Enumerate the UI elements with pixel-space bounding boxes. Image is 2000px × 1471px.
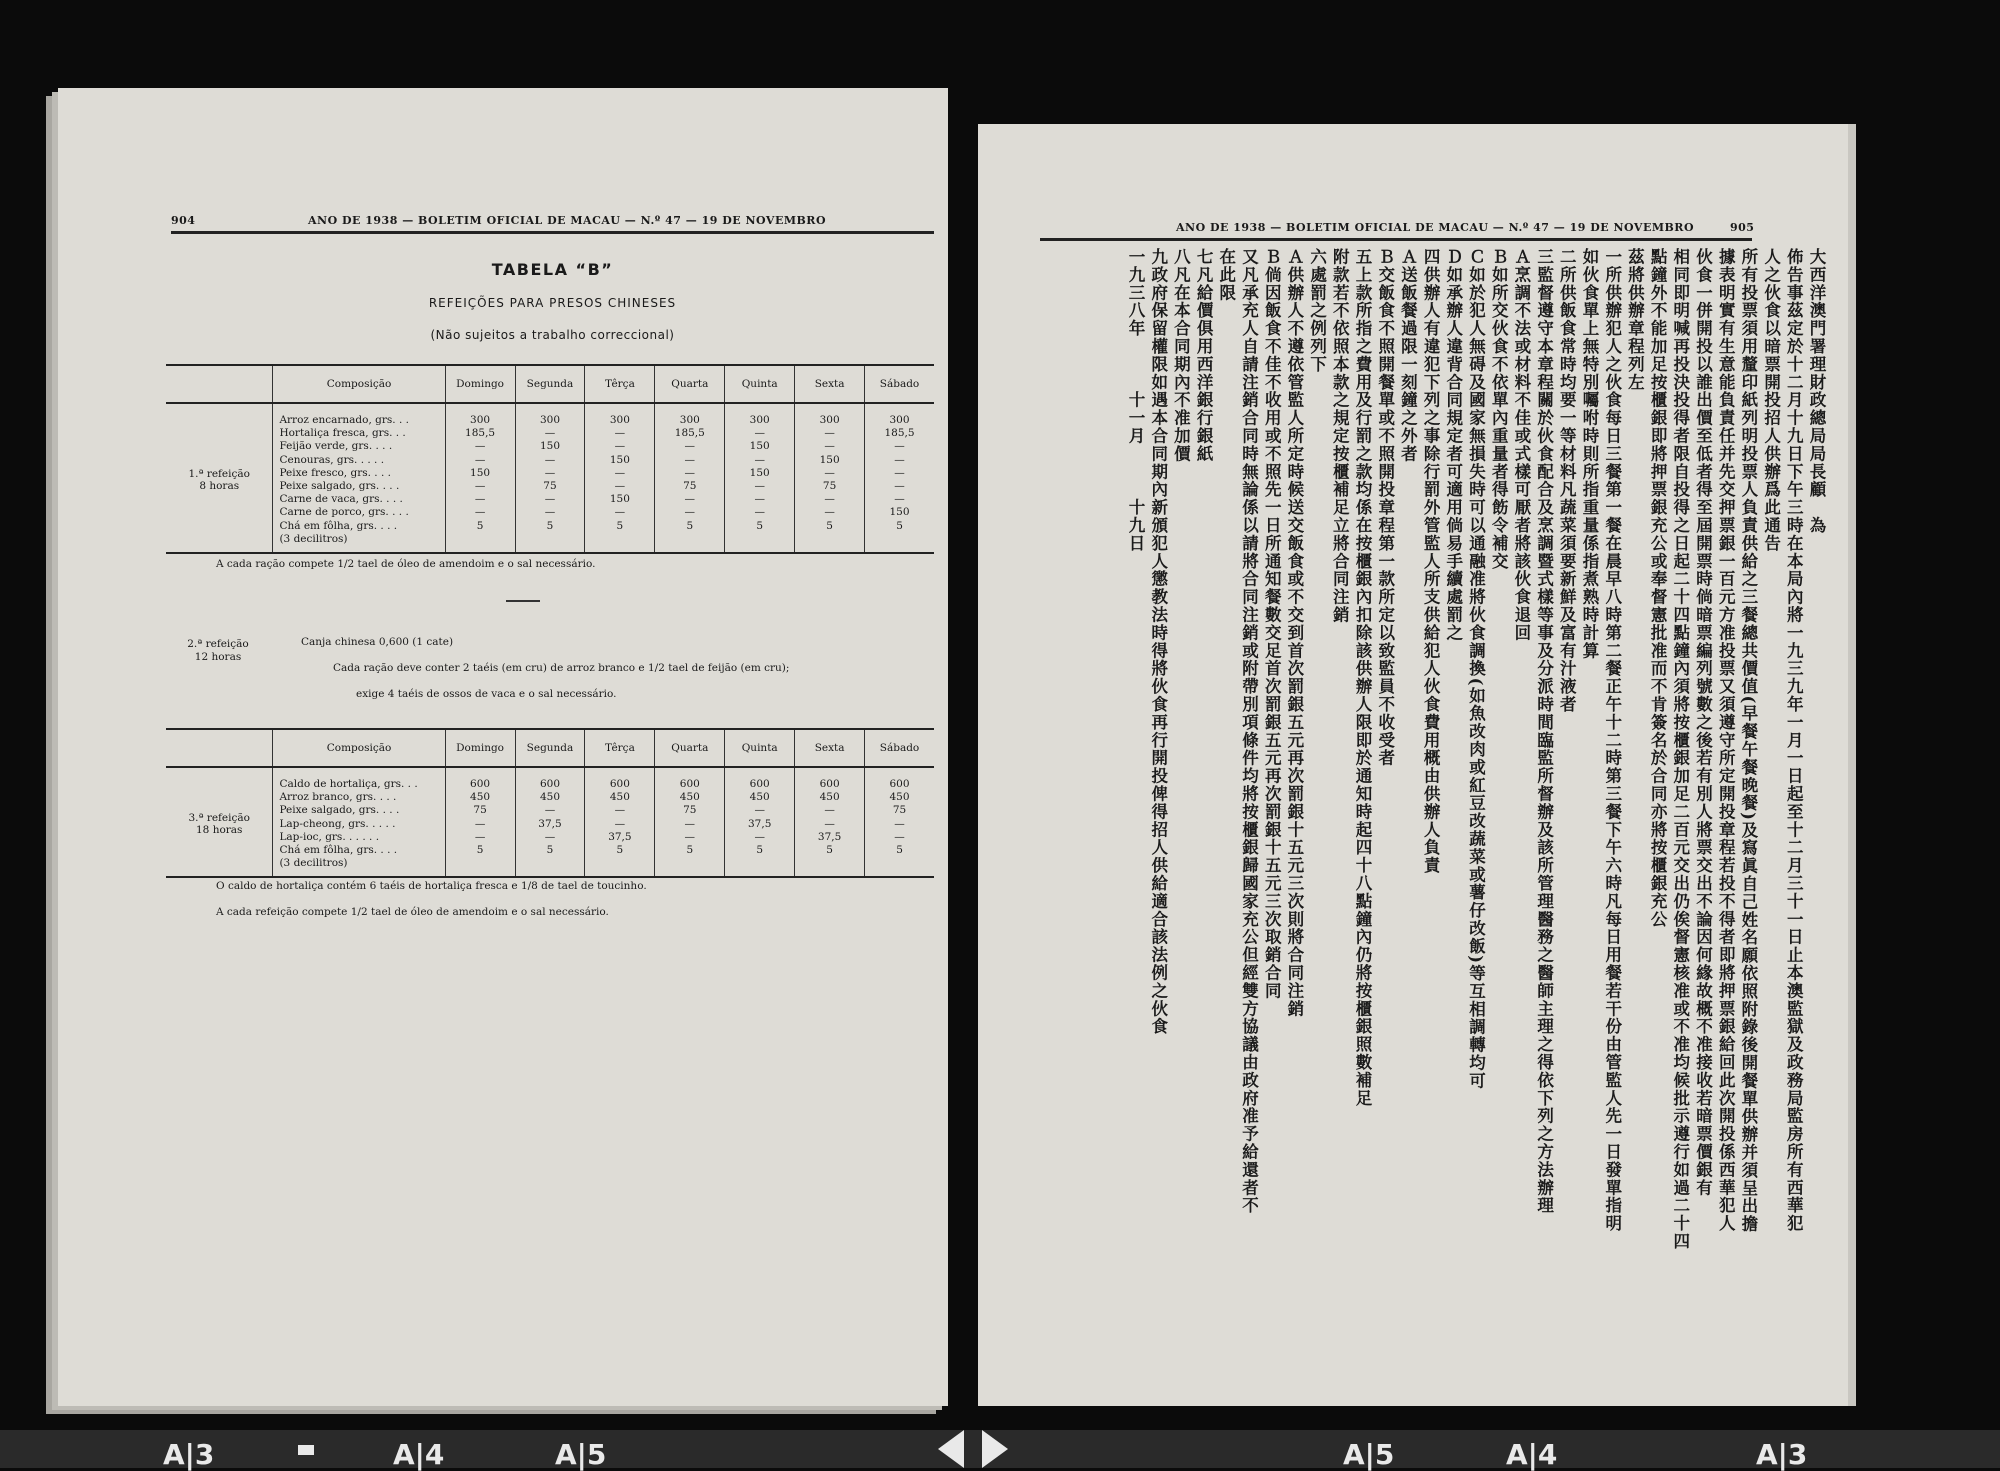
running-head-left: ANO DE 1938 — BOLETIM OFICIAL DE MACAU — N.º 47 — 19 DE NOVEMBRO — [308, 214, 827, 227]
notice-column: 一所供辦犯人之伙食每日三餐第一餐在晨早八時第二餐正午十二時第三餐下午六時凡每日用餐若干份由管監人先一日發單指明 — [1602, 248, 1622, 1233]
film-marker: A|5 — [555, 1438, 607, 1471]
meal1-items — [273, 403, 445, 553]
meal1-quinta — [725, 403, 795, 553]
header-empty — [166, 729, 273, 767]
meal1-quarta-values: 300 185,5 — — — 75 — — 5 — [674, 414, 705, 532]
left-page — [58, 88, 948, 1406]
notice-column: 又凡承充人自請注銷合同時無論係以請將合同注銷或附帶別項條件均將按櫃銀歸國家充公但經雙方協議由政府准予給還者不 — [1239, 248, 1259, 1215]
notice-column: 七凡給價俱用西洋銀行銀紙 — [1194, 248, 1214, 463]
meal2-line2: Cada ração deve conter 2 taéis (em cru) de arroz branco e 1/2 tael de feijão (em cru); — [333, 662, 790, 674]
notice-column: Ａ供辦人不遵依管監人所定時候送交飯食或不交到首次罰銀五元再次罰銀十五元三次則將合同注銷 — [1284, 248, 1304, 1018]
header-terca: Têrça — [585, 365, 655, 403]
header-sabado: Sábado — [865, 365, 934, 403]
meal1-terca-values: 300 — — 150 — — 150 — 5 — [609, 414, 630, 532]
page-number-right: 905 — [1730, 221, 1755, 234]
header-quinta: Quinta — [725, 365, 795, 403]
notice-column: Ａ送飯餐過限一刻鐘之外者 — [1398, 248, 1418, 463]
notice-column: Ｂ如所交伙食不依單內重量者得飭令補交 — [1489, 248, 1509, 571]
meal3-segunda-values: 600 450 — 37,5 — 5 — [538, 778, 562, 857]
meal1-quarta — [655, 403, 725, 553]
meal3-segunda — [515, 767, 585, 877]
meal2-line3: exige 4 taéis de ossos de vaca e o sal necessário. — [356, 688, 617, 700]
film-marker: A|3 — [163, 1438, 215, 1471]
header-terca: Têrça — [585, 729, 655, 767]
meal1-hours: 8 horas — [199, 480, 240, 493]
meal3-quinta — [725, 767, 795, 877]
notice-column: 如伙食單上無特別囑咐時則所指重量係指煮熟時計算 — [1580, 248, 1599, 660]
meal3-note-2: A cada refeição compete 1/2 tael de óleo de amendoim e o sal necessário. — [216, 906, 609, 918]
notice-column: 佈告事茲定於十二月十九日下午三時在本局內將一九三九年一月一日起至十二月三十一日止本澳監獄及政務局監房所有西華犯 — [1784, 248, 1804, 1233]
notice-column: 伙食一併開投以誰出價至低者得至屆開票時倘暗票編列號數之後若有別人將票交出不論因何緣故概不准接收若暗票價銀有 — [1693, 248, 1713, 1197]
header-quinta: Quinta — [725, 729, 795, 767]
meal1-label: 1.ª refeição — [188, 468, 250, 481]
header-quarta: Quarta — [655, 365, 725, 403]
table-subnote: (Não sujeitos a trabalho correccional) — [430, 328, 675, 342]
meal3-items-text: Caldo de hortaliça, grs. . . Arroz branco, grs. . . . Peixe salgado, grs. . . . Lap-cheong, grs. . . . . Lap-ioc, grs. . . . . . Chá em fôlha, grs. . . . (3 decilitros) — [279, 778, 418, 870]
notice-column: 大西洋澳門署理財政總局局長顧 為 — [1807, 248, 1826, 535]
header-sexta: Sexta — [795, 729, 865, 767]
meal1-domingo-values: 300 185,5 — — 150 — — — 5 — [465, 414, 496, 532]
meal1-segunda-values: 300 — 150 — — 75 — — 5 — [539, 414, 560, 532]
right-page — [978, 124, 1848, 1406]
meal2-hours: 12 horas — [194, 651, 242, 663]
meal1-sabado — [865, 403, 934, 553]
notice-column: 五上款所指之費用及行罰之款均係在按櫃銀內扣除該供辦人限即於通知時起四十八點鐘內仍將按櫃銀照數補足 — [1353, 248, 1372, 1108]
meal3-terca — [585, 767, 655, 877]
header-domingo: Domingo — [445, 729, 515, 767]
header-empty — [166, 365, 273, 403]
meal1-sabado-values: 300 185,5 — — — — — 150 5 — [884, 414, 915, 532]
meal3-quarta-values: 600 450 75 — — 5 — [679, 778, 700, 857]
meal3-note-1: O caldo de hortaliça contém 6 taéis de hortaliça fresca e 1/8 de tael de toucinho. — [216, 880, 647, 892]
header-segunda: Segunda — [515, 365, 585, 403]
notice-column: 人之伙食以暗票開投招人供辦爲此通告 — [1761, 248, 1781, 553]
meal1-quinta-values: 300 — 150 — 150 — — — 5 — [749, 414, 770, 532]
film-marker: A|5 — [1343, 1438, 1395, 1471]
meal3-quinta-values: 600 450 — 37,5 — 5 — [748, 778, 772, 857]
header-segunda: Segunda — [515, 729, 585, 767]
header-composicao: Composição — [273, 729, 445, 767]
film-marker: A|4 — [1506, 1438, 1558, 1471]
notice-column: 所有投票須用釐印紙列明投票人負責供給之三餐總共價值(早餐午餐晚餐)及寫眞自己姓名願依照附錄後開餐單供辦并須呈出擔 — [1738, 248, 1758, 1234]
header-sexta: Sexta — [795, 365, 865, 403]
notice-column: Ａ烹調不法或材料不佳或式樣可厭者將該伙食退回 — [1511, 248, 1531, 642]
notice-column: 附款若不依照本款之規定按櫃補足立將合同注銷 — [1330, 248, 1350, 624]
running-head-right: ANO DE 1938 — BOLETIM OFICIAL DE MACAU — N.º 47 — 19 DE NOVEMBRO — [1176, 221, 1695, 234]
meal-table-1 — [166, 364, 934, 554]
meal3-domingo — [445, 767, 515, 877]
meal3-sabado — [865, 767, 934, 877]
header-domingo: Domingo — [445, 365, 515, 403]
header-composicao: Composição — [273, 365, 445, 403]
notice-column: Ｂ交飯食不照開餐單或不照開投章程第一款所定以致監員不收受者 — [1375, 248, 1395, 768]
notice-column: Ｂ倘因飯食不佳不收用或不照先一日所通知餐數交足首次罰銀五元再次罰銀十五元三次取銷合同 — [1262, 248, 1282, 1000]
meal1-label-cell — [166, 403, 273, 553]
meal3-quarta — [655, 767, 725, 877]
notice-column: 據表明實有生意能負責任并先交押票銀一百元方准投票又須遵守所定開投章程若投不得者即將押票銀給回此次開投係西華犯人 — [1716, 248, 1736, 1233]
meal1-sexta — [795, 403, 865, 553]
meal3-label-cell — [166, 767, 273, 877]
notice-column: 在此限 — [1216, 248, 1236, 302]
table-subtitle: REFEIÇÕES PARA PRESOS CHINESES — [428, 296, 677, 310]
notice-column: 茲將供辦章程列左 — [1625, 248, 1645, 392]
header-sabado: Sábado — [865, 729, 934, 767]
page-number-left: 904 — [171, 214, 196, 227]
notice-column: 相同即明喊再投決投得者限自投得之日起二十四點鐘內須將按櫃銀加足二百元交出仍俟督憲核准或不准均候批示遵行如過二十四 — [1670, 248, 1690, 1251]
header-rule — [171, 231, 934, 234]
film-blot — [298, 1445, 314, 1455]
meal1-terca — [585, 403, 655, 553]
left-triangle-icon — [938, 1430, 964, 1468]
notice-column: 六處罰之例列下 — [1307, 248, 1327, 374]
notice-column: Ｃ如於犯人無碍及國家無損失時可以通融准將伙食調換(如魚改肉或紅豆改蔬菜或薯仔改飯)等互相調轉均可 — [1466, 248, 1486, 1090]
meal-table-3 — [166, 728, 934, 878]
meal3-label: 3.ª refeição — [188, 812, 250, 825]
meal1-domingo — [445, 403, 515, 553]
notice-column: 二所供飯食常時均要一等材料凡蔬菜須要新鮮及富有汁液者 — [1557, 248, 1577, 714]
meal2-label: 2.ª refeição — [187, 638, 249, 650]
meal3-hours: 18 horas — [196, 824, 243, 837]
meal2-line1: Canja chinesa 0,600 (1 cate) — [301, 636, 454, 648]
meal1-note: A cada ração compete 1/2 tael de óleo de amendoim e o sal necessário. — [216, 558, 596, 570]
section-divider — [506, 600, 540, 602]
meal1-items-text: Arroz encarnado, grs. . . Hortaliça fresca, grs. . . Feijão verde, grs. . . . Cenouras, grs. . . . . Peixe fresco, grs. . . . Peixe salgado, grs. . . . Carne de vaca, grs. . . . Carne de porco, grs. . . . Chá em fôlha, grs. . . . (3 decilitros) — [279, 414, 409, 545]
right-triangle-icon — [982, 1430, 1008, 1468]
meal3-domingo-values: 600 450 75 — — 5 — [470, 778, 491, 857]
meal3-sabado-values: 600 450 75 — — 5 — [889, 778, 910, 857]
header-quarta: Quarta — [655, 729, 725, 767]
meal1-sexta-values: 300 — — 150 — 75 — — 5 — [819, 414, 840, 532]
notice-column: 八凡在本合同期內不准加價 — [1171, 248, 1191, 463]
notice-column: 點鐘外不能加足按櫃銀即將押票銀充公或奉督憲批准而不肯簽名於合同亦將按櫃銀充公 — [1648, 248, 1668, 929]
film-marker: A|4 — [393, 1438, 445, 1471]
film-marker: A|3 — [1756, 1438, 1808, 1471]
meal3-items — [273, 767, 445, 877]
meal3-terca-values: 600 450 — — 37,5 5 — [608, 778, 632, 857]
table-title: TABELA “B” — [491, 260, 614, 279]
notice-column: 三監督遵守本章程關於伙食配合及烹調暨式樣等事及分派時間臨監所督辦及該所管理醫務之醫師主理之得依下列之方法辦理 — [1534, 248, 1554, 1215]
header-rule-right — [1040, 238, 1752, 241]
meal3-sexta — [795, 767, 865, 877]
meal3-sexta-values: 600 450 — — 37,5 5 — [817, 778, 842, 857]
meal1-segunda — [515, 403, 585, 553]
notice-column: 一九三八年 十一月 十九日 — [1126, 248, 1145, 553]
notice-column: Ｄ如承辦人違背合同規定者可適用倘易手續處罰之 — [1443, 248, 1463, 642]
notice-column: 四供辦人有違犯下列之事除行罰外管監人所支供給犯人伙食費用概由供辦人負責 — [1421, 248, 1441, 875]
notice-column: 九政府保留權限如遇本合同期內新頒犯人懲教法時得將伙食再行開投俾得招人供給適合該法例之伙食 — [1148, 248, 1168, 1036]
